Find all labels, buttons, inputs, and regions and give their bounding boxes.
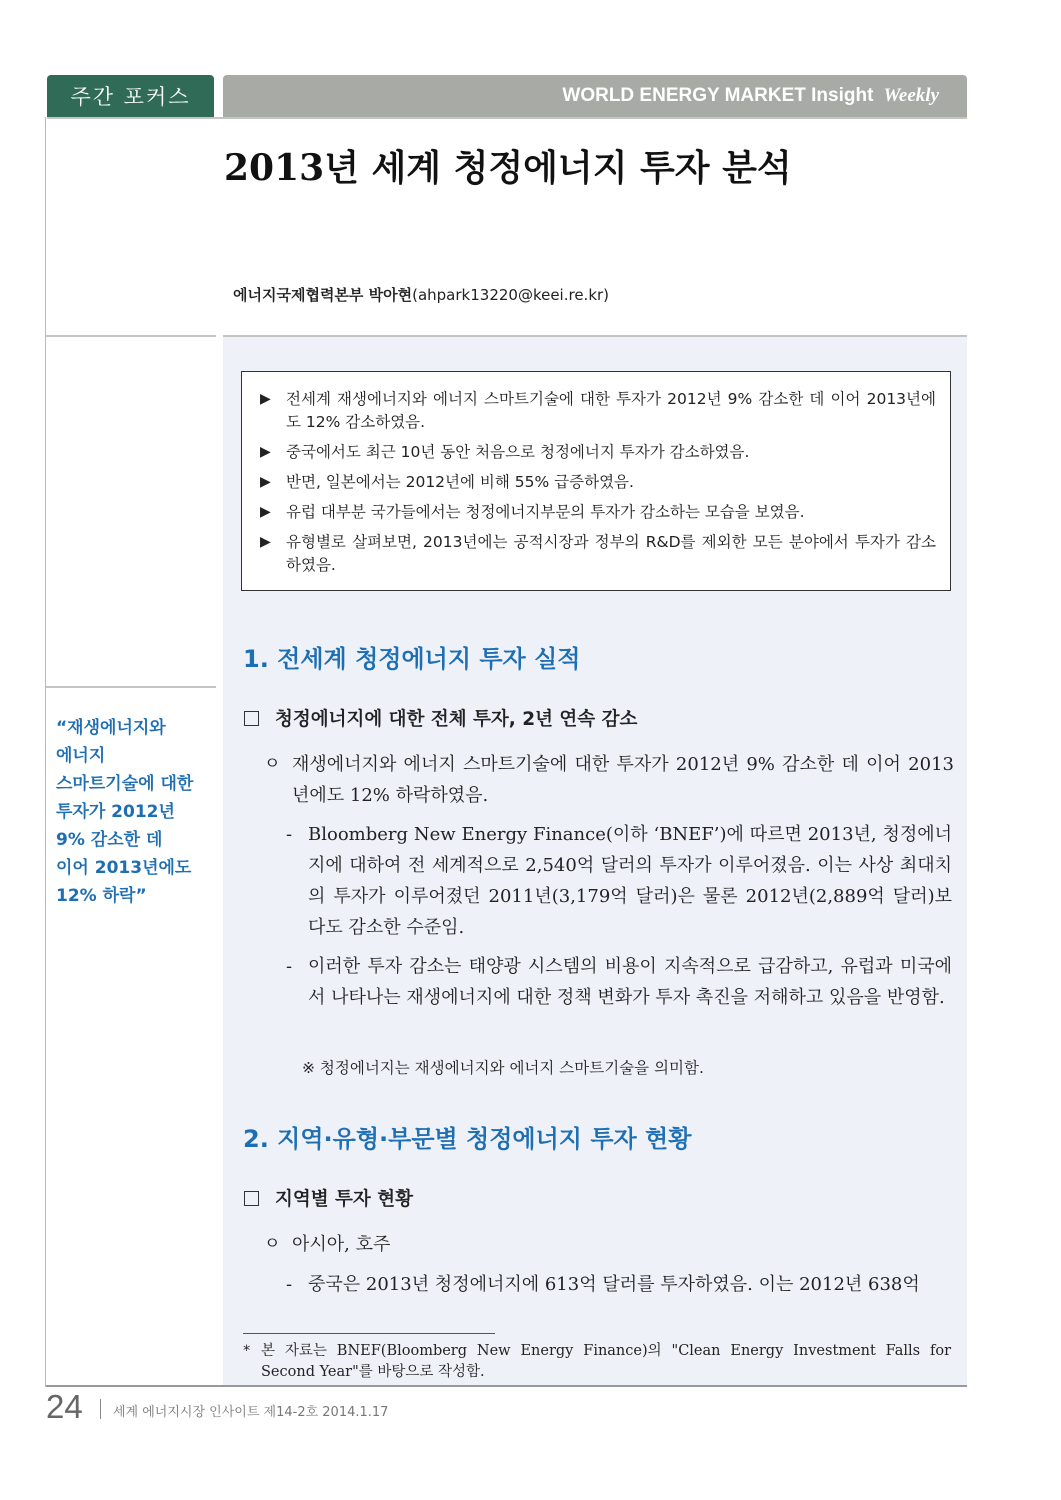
series-title: WORLD ENERGY MARKET Insight: [562, 85, 874, 106]
checkbox-square-icon: [244, 711, 259, 726]
header-divider: [47, 117, 967, 119]
checkbox-square-icon: [244, 1191, 259, 1206]
summary-item: [260, 501, 936, 524]
footnote: [243, 1341, 951, 1383]
summary-text: 유럽 대부분 국가들에서는 청정에너지부문의 투자가 감소하는 모습을 보였음.: [286, 503, 805, 521]
publication-info: 세계 에너지시장 인사이트 제14-2호 2014.1.17: [113, 1405, 389, 1420]
pull-quote-line: 스마트기술에 대한: [56, 774, 194, 794]
page-number: 24: [46, 1388, 83, 1425]
dash-bullet-icon: -: [286, 956, 293, 977]
footer-separator: [100, 1399, 101, 1419]
circle-bullet-icon: ㅇ: [264, 1234, 281, 1254]
bullet-text: 아시아, 호주: [292, 1234, 391, 1255]
subheading-text: 청정에너지에 대한 전체 투자, 2년 연속 감소: [275, 709, 638, 730]
dash-text: Bloomberg New Energy Finance(이하 ‘BNEF’)에 따르면 2013년, 청정에너지에 대하여 전 세계적으로 2,540억 달러의 투자가 이루어졌음. 이는 사상 최대치의 투자가 이루어졌던 2011년(3,179억 달러)은 물론 2012년(2,889억 달러)보다도 감소한 수준임.: [308, 824, 952, 938]
pull-quote: [56, 714, 211, 910]
footer-divider: [46, 1385, 967, 1387]
arrow-icon: ▶: [260, 534, 271, 550]
article-title: 2013년 세계 청정에너지 투자 분석: [224, 147, 792, 189]
section1-subheading: [244, 705, 637, 731]
bullet-text: 재생에너지와 에너지 스마트기술에 대한 투자가 2012년 9% 감소한 데 이어 2013년에도 12% 하락하였음.: [292, 754, 954, 806]
dash-text: 이러한 투자 감소는 태양광 시스템의 비용이 지속적으로 급감하고, 유럽과 미국에서 나타나는 재생에너지에 대한 정책 변화가 투자 촉진을 저해하고 있음을 반영함.: [308, 956, 952, 1008]
footnote-text: 본 자료는 BNEF(Bloomberg New Energy Finance)의 "Clean Energy Investment Falls for Second Year"를 바탕으로 작성함.: [261, 1343, 951, 1380]
arrow-icon: ▶: [260, 504, 271, 520]
series-suffix: Weekly: [883, 85, 939, 106]
pull-quote-line: 9% 감소한 데: [56, 830, 163, 850]
summary-item: [260, 471, 936, 494]
bullet-item: [264, 749, 954, 811]
author-line: [233, 284, 609, 305]
dash-bullet-icon: -: [286, 824, 293, 845]
summary-item: [260, 388, 936, 434]
summary-text: 중국에서도 최근 10년 동안 처음으로 청정에너지 투자가 감소하였음.: [286, 443, 750, 461]
section-tab: 주간 포커스: [47, 75, 214, 117]
pull-quote-line: “재생에너지와: [56, 718, 166, 738]
arrow-icon: ▶: [260, 474, 271, 490]
footnote-marker: *: [243, 1343, 251, 1359]
pull-quote-line: 12% 하락”: [56, 886, 147, 906]
dash-item: [286, 951, 952, 1013]
pull-quote-line: 에너지: [56, 746, 106, 766]
left-divider: [46, 335, 216, 337]
summary-text: 유형별로 살펴보면, 2013년에는 공적시장과 정부의 R&D를 제외한 모든 분야에서 투자가 감소하였음.: [286, 533, 936, 574]
author-email: (ahpark13220@keei.re.kr): [412, 286, 610, 304]
summary-box: [241, 371, 951, 591]
summary-item: [260, 441, 936, 464]
arrow-icon: ▶: [260, 391, 271, 407]
summary-item: [260, 531, 936, 577]
section1-heading: 1. 전세계 청정에너지 투자 실적: [243, 645, 581, 673]
dash-bullet-icon: -: [286, 1274, 293, 1295]
pull-quote-line: 이어 2013년에도: [56, 858, 192, 878]
dash-text: 중국은 2013년 청정에너지에 613억 달러를 투자하였음. 이는 2012년 638억: [308, 1274, 920, 1295]
summary-text: 반면, 일본에서는 2012년에 비해 55% 급증하였음.: [286, 473, 634, 491]
arrow-icon: ▶: [260, 444, 271, 460]
footnote-divider: [243, 1333, 495, 1334]
section2-heading: 2. 지역·유형·부문별 청정에너지 투자 현황: [243, 1125, 692, 1153]
quote-divider: [46, 686, 216, 688]
bullet-item: [264, 1229, 954, 1260]
subheading-text: 지역별 투자 현황: [275, 1189, 413, 1210]
author-dept: 에너지국제협력본부 박아현: [233, 286, 413, 304]
circle-bullet-icon: ㅇ: [264, 754, 281, 774]
series-header: [223, 75, 967, 117]
left-margin-line: [45, 117, 46, 1387]
pull-quote-line: 투자가 2012년: [56, 802, 175, 822]
summary-text: 전세계 재생에너지와 에너지 스마트기술에 대한 투자가 2012년 9% 감소한 데 이어 2013년에도 12% 감소하였음.: [286, 390, 936, 431]
dash-item: [286, 819, 952, 943]
note-text: ※ 청정에너지는 재생에너지와 에너지 스마트기술을 의미함.: [302, 1059, 704, 1077]
dash-item: [286, 1269, 952, 1300]
section2-subheading: [244, 1185, 413, 1211]
